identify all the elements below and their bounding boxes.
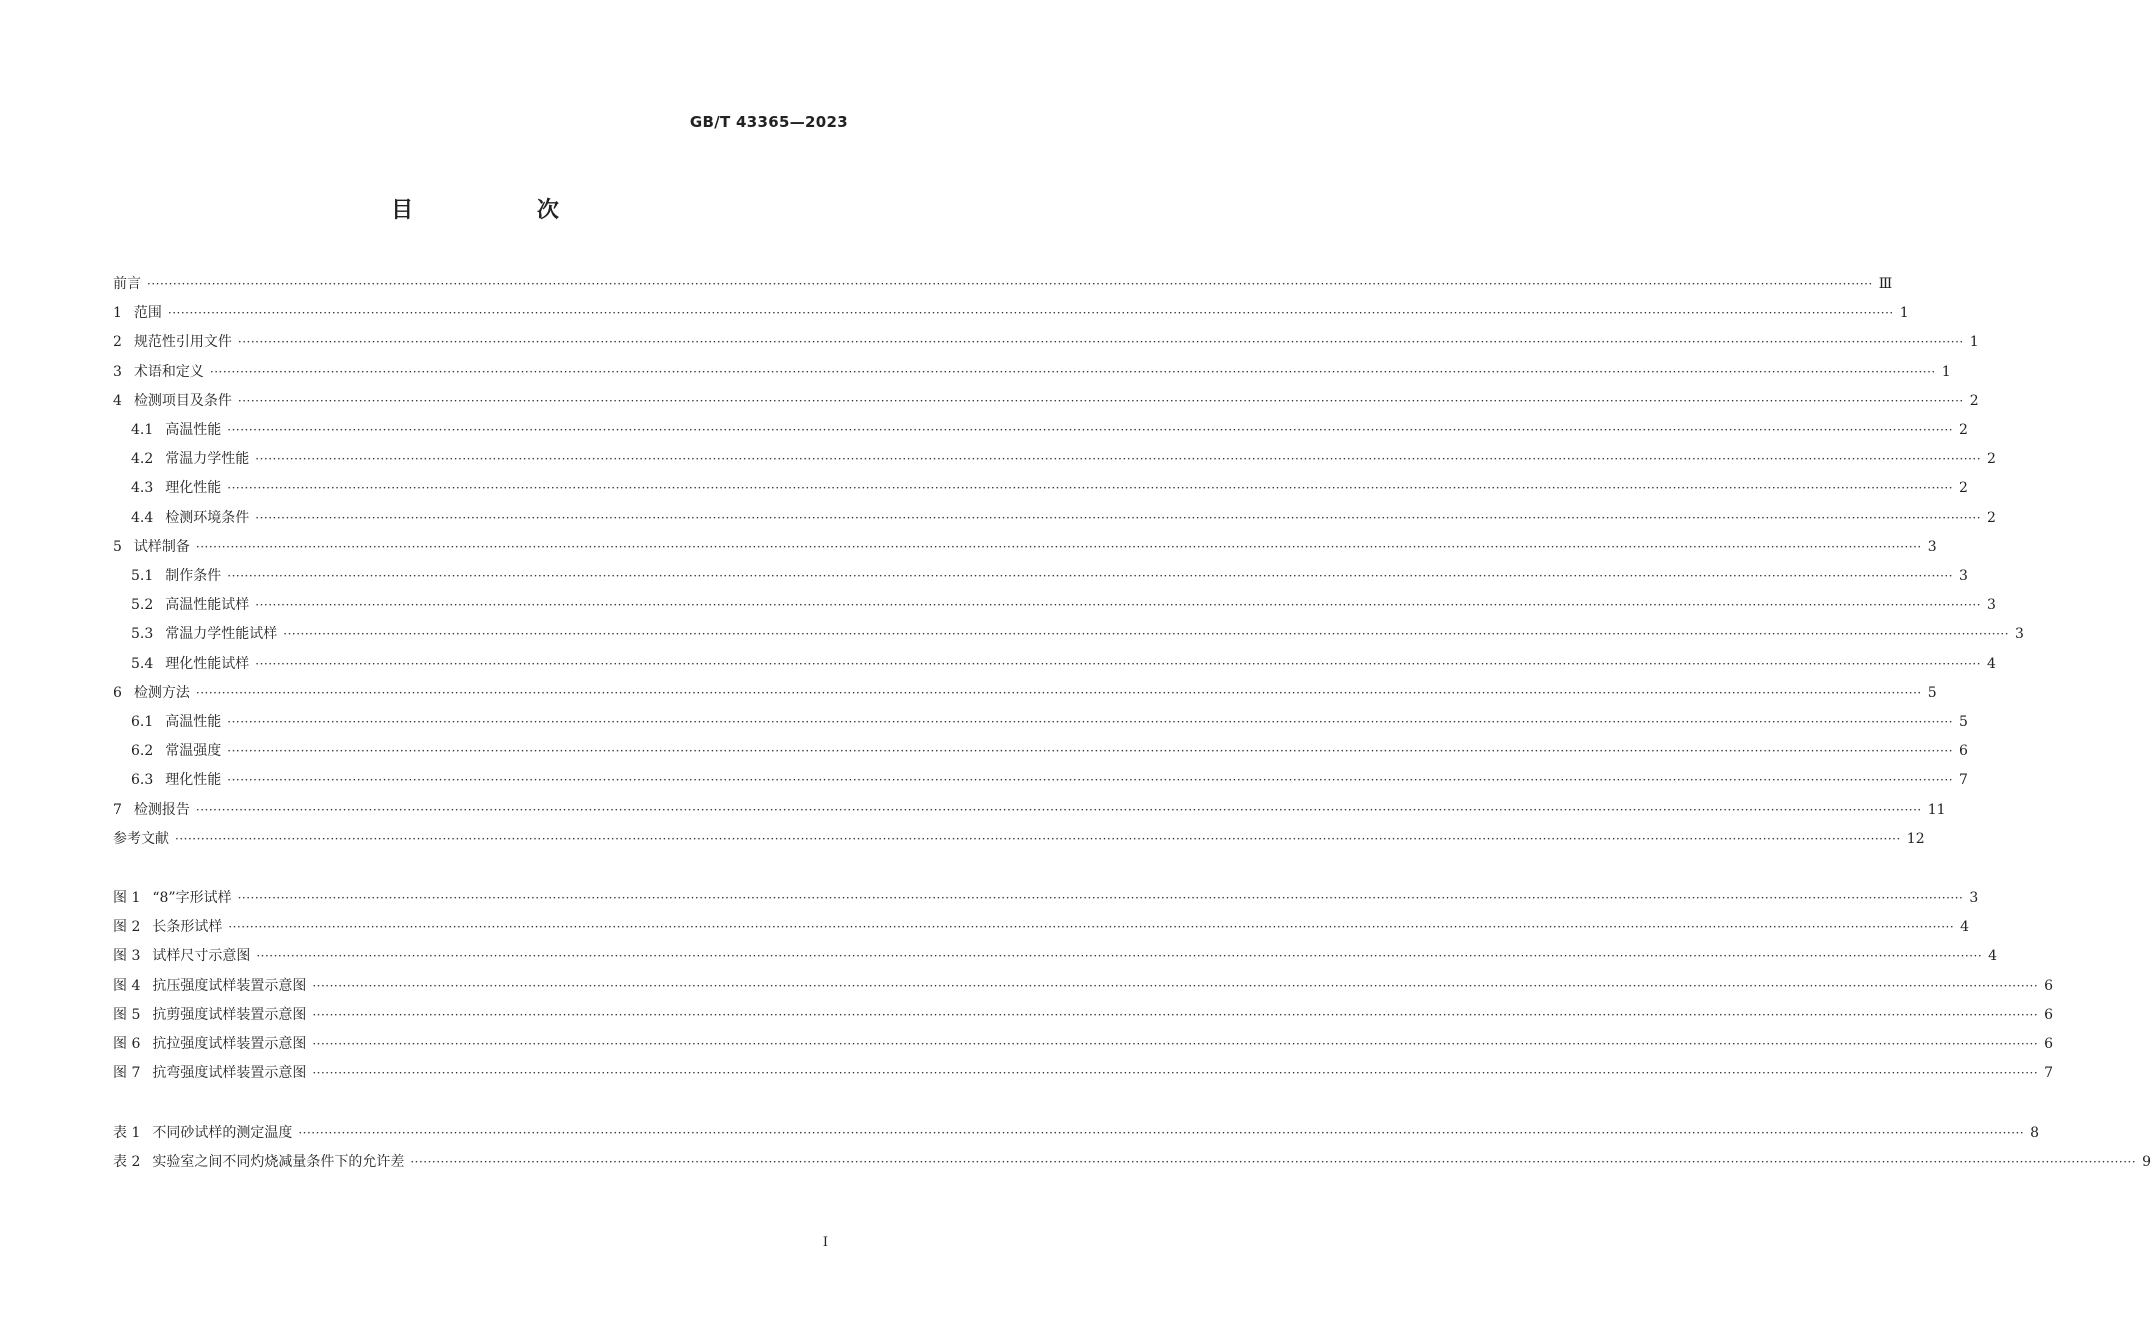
- toc-entry-number: 5.4: [131, 656, 154, 672]
- toc-entry-title: 检测环境条件: [165, 510, 250, 526]
- dot-leader: ················································································································································································································································································································································································································: [312, 1008, 2039, 1022]
- toc-entry-page: 1: [1969, 334, 1979, 350]
- toc-entry-page: 5: [1959, 714, 1968, 730]
- toc-entry-title: 理化性能: [165, 480, 222, 496]
- figure-entry-title: 抗弯强度试样装置示意图: [152, 1065, 307, 1081]
- toc-entry-number: 7: [113, 802, 122, 818]
- figure-entry-title: 试样尺寸示意图: [152, 948, 251, 964]
- dot-leader: ················································································································································································································································································································································································································: [312, 1066, 2039, 1080]
- toc-entry-number: 4: [113, 393, 122, 409]
- toc-entry[interactable]: [113, 800, 1946, 820]
- toc-entry-number: 5.3: [131, 626, 154, 642]
- toc-entry-number: 4.3: [131, 480, 154, 496]
- toc-entry-title: 术语和定义: [133, 364, 204, 380]
- toc-entry-title: 参考文献: [113, 831, 169, 847]
- toc-entry-page: 7: [1959, 772, 1968, 788]
- figure-entry[interactable]: [113, 946, 1998, 966]
- toc-entry-page: 11: [1927, 802, 1946, 818]
- toc-entry-page: 3: [2015, 626, 2024, 642]
- figure-entry-page: 4: [1960, 919, 1970, 935]
- toc-entry-title: 制作条件: [165, 568, 222, 584]
- dot-leader: ················································································································································································································································································································································································································: [227, 773, 1954, 787]
- dot-leader: ················································································································································································································································································································································································································: [227, 744, 1954, 758]
- toc-entry-title: 高温性能试样: [165, 597, 250, 613]
- figure-entry-title: “8”字形试样: [152, 890, 232, 906]
- figure-entry-number: 图 4: [113, 978, 141, 994]
- toc-entry[interactable]: [131, 595, 1996, 615]
- toc-entry-page: Ⅲ: [1878, 276, 1893, 292]
- toc-entry-title: 前言: [113, 276, 141, 292]
- figure-entry-number: 图 7: [113, 1065, 141, 1081]
- toc-entry-title: 检测方法: [133, 685, 190, 701]
- toc-entry-page: 2: [1959, 480, 1968, 496]
- toc-entry[interactable]: [113, 829, 1925, 849]
- table-entry-title: 实验室之间不同灼烧减量条件下的允许差: [152, 1154, 405, 1170]
- toc-entry-page: 2: [1969, 393, 1979, 409]
- toc-entry[interactable]: [131, 566, 1968, 586]
- toc-entry-page: 5: [1927, 685, 1937, 701]
- dot-leader: ················································································································································································································································································································································································································: [209, 365, 1936, 379]
- toc-entry-title: 常温强度: [165, 743, 222, 759]
- standard-code: GB/T 43365—2023: [689, 113, 848, 131]
- dot-leader: ················································································································································································································································································································································································································: [227, 423, 1954, 437]
- toc-entry-number: 4.4: [131, 510, 154, 526]
- figure-entry-title: 抗压强度试样装置示意图: [152, 978, 307, 994]
- toc-entry-title: 范围: [133, 305, 162, 321]
- toc-entry[interactable]: [131, 654, 1996, 674]
- dot-leader: ················································································································································································································································································································································································································: [256, 949, 1983, 963]
- dot-leader: ················································································································································································································································································································································································································: [410, 1155, 2137, 1169]
- toc-entry-page: 2: [1987, 451, 1996, 467]
- table-entry[interactable]: [113, 1123, 2040, 1143]
- toc-entry[interactable]: [131, 712, 1968, 732]
- figure-entry-number: 图 6: [113, 1036, 141, 1052]
- figure-entry-title: 长条形试样: [152, 919, 223, 935]
- toc-entry-page: 3: [1959, 568, 1968, 584]
- toc-entry-page: 2: [1987, 510, 1996, 526]
- toc-entry-title: 理化性能: [165, 772, 222, 788]
- toc-entry-page: 1: [1899, 305, 1909, 321]
- figure-entry[interactable]: [113, 1063, 2054, 1083]
- page-number: Ⅰ: [822, 1235, 828, 1250]
- dot-leader: ················································································································································································································································································································································································································: [255, 452, 1982, 466]
- toc-entry-number: 5.2: [131, 597, 154, 613]
- toc-entry-number: 2: [113, 334, 122, 350]
- toc-entry-title: 检测项目及条件: [133, 393, 232, 409]
- figure-entry[interactable]: [113, 976, 2054, 996]
- dot-leader: ················································································································································································································································································································································································································: [175, 832, 1901, 846]
- toc-entry[interactable]: [113, 683, 1937, 703]
- toc-entry[interactable]: [131, 420, 1968, 440]
- table-entry-number: 表 2: [113, 1154, 141, 1170]
- dot-leader: ················································································································································································································································································································································································································: [167, 306, 1894, 320]
- dot-leader: ················································································································································································································································································································································································································: [255, 598, 1982, 612]
- toc-entry[interactable]: [131, 770, 1968, 790]
- figure-entry[interactable]: [113, 888, 1979, 908]
- dot-leader: ················································································································································································································································································································································································································: [227, 481, 1954, 495]
- toc-entry-page: 3: [1987, 597, 1996, 613]
- dot-leader: ················································································································································································································································································································································································································: [228, 920, 1955, 934]
- toc-entry-title: 检测报告: [133, 802, 190, 818]
- table-entry-page: 8: [2030, 1125, 2040, 1141]
- figure-entry[interactable]: [113, 917, 1970, 937]
- figure-entry[interactable]: [113, 1034, 2054, 1054]
- toc-entry[interactable]: [131, 449, 1996, 469]
- toc-entry[interactable]: [113, 274, 1893, 294]
- dot-leader: ················································································································································································································································································································································································································: [147, 277, 1873, 291]
- figure-entry-number: 图 5: [113, 1007, 141, 1023]
- figure-entry-page: 6: [2044, 1036, 2054, 1052]
- dot-leader: ················································································································································································································································································································································································································: [227, 569, 1954, 583]
- figure-entry[interactable]: [113, 1005, 2054, 1025]
- dot-leader: ················································································································································································································································································································································································································: [283, 627, 2010, 641]
- toc-entry-page: 3: [1927, 539, 1937, 555]
- toc-entry[interactable]: [113, 537, 1937, 557]
- figure-entry-number: 图 3: [113, 948, 141, 964]
- figure-entry-page: 7: [2044, 1065, 2054, 1081]
- toc-entry-page: 1: [1941, 364, 1951, 380]
- toc-entry[interactable]: [131, 508, 1996, 528]
- toc-entry-number: 1: [113, 305, 122, 321]
- toc-entry-number: 3: [113, 364, 122, 380]
- toc-entry-number: 6: [113, 685, 122, 701]
- toc-entry[interactable]: [113, 391, 1979, 411]
- toc-entry-number: 5.1: [131, 568, 154, 584]
- toc-entry-number: 6.1: [131, 714, 154, 730]
- toc-entry-number: 5: [113, 539, 122, 555]
- toc-entry[interactable]: [113, 362, 1951, 382]
- table-entry-number: 表 1: [113, 1125, 141, 1141]
- dot-leader: ················································································································································································································································································································································································································: [312, 979, 2039, 993]
- toc-entry[interactable]: [131, 741, 1968, 761]
- figure-entry-title: 抗剪强度试样装置示意图: [152, 1007, 307, 1023]
- toc-entry-title: 常温力学性能: [165, 451, 250, 467]
- toc-entry-number: 6.2: [131, 743, 154, 759]
- dot-leader: ················································································································································································································································································································································································································: [312, 1037, 2039, 1051]
- toc-entry-title: 高温性能: [165, 422, 222, 438]
- toc-entry-number: 4.2: [131, 451, 154, 467]
- dot-leader: ················································································································································································································································································································································································································: [227, 715, 1954, 729]
- toc-entry-number: 4.1: [131, 422, 154, 438]
- toc-entry-title: 理化性能试样: [165, 656, 250, 672]
- toc-entry-number: 6.3: [131, 772, 154, 788]
- toc-entry-title: 高温性能: [165, 714, 222, 730]
- dot-leader: ················································································································································································································································································································································································································: [237, 891, 1964, 905]
- toc-entry-title: 规范性引用文件: [133, 334, 232, 350]
- table-entry-title: 不同砂试样的测定温度: [152, 1125, 293, 1141]
- figure-entry-title: 抗拉强度试样装置示意图: [152, 1036, 307, 1052]
- dot-leader: ················································································································································································································································································································································································································: [237, 394, 1964, 408]
- toc-entry-page: 2: [1959, 422, 1968, 438]
- dot-leader: ················································································································································································································································································································································································································: [237, 335, 1964, 349]
- dot-leader: ················································································································································································································································································································································································································: [298, 1126, 2025, 1140]
- toc-entry[interactable]: [131, 624, 2024, 644]
- table-entry-page: 9: [2142, 1154, 2151, 1170]
- dot-leader: ················································································································································································································································································································································································································: [255, 657, 1982, 671]
- figure-entry-page: 3: [1969, 890, 1979, 906]
- dot-leader: ················································································································································································································································································································································································································: [195, 540, 1922, 554]
- toc-entry-title: 试样制备: [133, 539, 190, 555]
- toc-entry-title: 常温力学性能试样: [165, 626, 278, 642]
- toc-entry-page: 12: [1906, 831, 1925, 847]
- table-entry[interactable]: [113, 1152, 2151, 1172]
- toc-entry[interactable]: [131, 478, 1968, 498]
- figure-entry-number: 图 2: [113, 919, 141, 935]
- figure-entry-page: 6: [2044, 1007, 2054, 1023]
- dot-leader: ················································································································································································································································································································································································································: [195, 686, 1922, 700]
- toc-entry-page: 4: [1987, 656, 1996, 672]
- dot-leader: ················································································································································································································································································································································································································: [195, 803, 1922, 817]
- page-title: 目 次: [391, 198, 617, 223]
- toc-entry[interactable]: [113, 303, 1909, 323]
- dot-leader: ················································································································································································································································································································································································································: [255, 511, 1982, 525]
- figure-entry-page: 6: [2044, 978, 2054, 994]
- figure-entry-page: 4: [1988, 948, 1998, 964]
- figure-entry-number: 图 1: [113, 890, 141, 906]
- toc-entry-page: 6: [1959, 743, 1968, 759]
- toc-entry[interactable]: [113, 332, 1979, 352]
